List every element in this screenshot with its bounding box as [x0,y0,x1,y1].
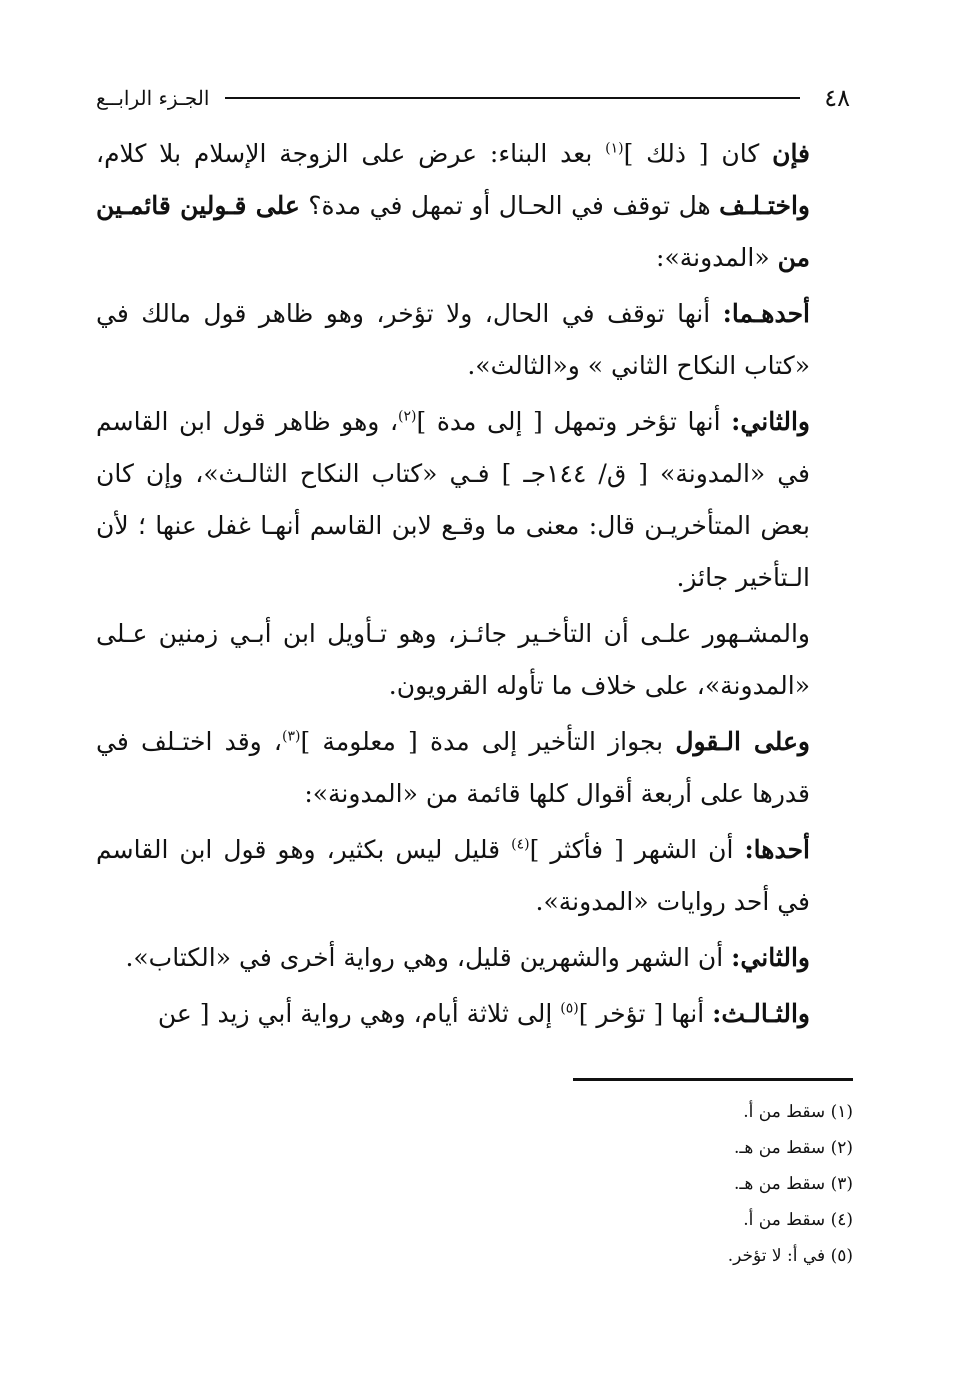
paragraph [96,608,810,712]
page-number: ٤٨ [824,84,850,112]
paragraph-bold-text: واختـلـف [719,191,810,220]
paragraph-text: بعد البناء: عرض على الزوجة الإسلام بلا كلام، [96,139,606,168]
paragraph-text: أن الشهر [ فأكثر ] [529,835,745,864]
paragraph-text: بجواز التأخير إلى مدة [ معلومة ] [300,727,676,756]
paragraph-text: أنها [ تؤخر ] [578,999,713,1028]
paragraph-lead: والثـالـث: [712,999,810,1028]
footnote-separator [573,1078,853,1081]
main-text [96,128,810,1044]
footnote: (٥) في أ: لا تؤخر. [727,1246,853,1266]
paragraph-text: قليل ليس بكثير، وهو قول ابن القاسم في أحد روايات «المدونة». [96,835,810,916]
footnote-ref: (٣) [282,728,301,745]
paragraph [96,716,810,820]
paragraph-text: ، وقد اختـلف في قدرها على أربعة أقوال كلها قائمة من «المدونة»: [96,727,810,808]
paragraph-text: إلى ثلاثة أيام، وهي رواية أبي زيد [ عن [157,999,561,1028]
paragraph [96,288,810,392]
footnote: (٢) سقط من هـ. [733,1138,853,1158]
footnote-ref: (٤) [511,836,530,853]
footnote-ref: (١) [605,140,624,157]
paragraph-lead: أحدهـما: [722,299,810,328]
footnote: (٣) سقط من هـ. [733,1174,853,1194]
paragraph-bold-text: على قـولين قائمـين من [96,191,810,272]
paragraph-text: ، وهو ظاهر قول ابن القاسم في «المدونة» [ ق/ ١٤٤جـ ] فـي «كتاب النكاح الثالـث»، وإن كان بعض المتأخريـن قال: معنى ما وقـع لابن القاسم أنهـا غفل عنها ؛ لأن الـتأخير جائز. [96,407,810,592]
footnote-ref: (٢) [398,408,417,425]
paragraph-lead: والثاني: [731,943,810,972]
paragraph [96,128,810,284]
paragraph-lead: أحدها: [744,835,810,864]
paragraph-text: كان [ ذلك ] [623,139,773,168]
footnote-ref: (٥) [560,1000,579,1017]
paragraph [96,396,810,604]
page-header [96,78,850,118]
paragraph [96,824,810,928]
paragraph-lead: فإن [772,139,811,168]
paragraph-text: أنها تؤخر وتمهل [ إلى مدة ] [416,407,732,436]
paragraph-lead: والثاني: [731,407,810,436]
running-title: الجـزء الرابــع [96,86,210,110]
footnote: (١) سقط من أ. [743,1102,853,1122]
paragraph [96,932,810,984]
paragraph-text: والمشـهور علـى أن التأخـير جائـز، وهو تـأويل ابن أبـي زمنين عـلى «المدونة»، على خلاف ما تأوله القرويون. [96,619,810,700]
footnotes [353,1094,853,1274]
paragraph [96,988,810,1040]
paragraph-lead: وعلى الـقول [675,727,810,756]
paragraph-text: أن الشهر والشهرين قليل، وهي رواية أخرى في «الكتاب». [125,943,732,972]
paragraph-text: أنها توقف في الحال، ولا تؤخر، وهو ظاهر قول مالك في «كتاب النكاح الثاني » و«الثالث». [96,299,810,380]
header-rule [225,97,800,99]
footnote: (٤) سقط من أ. [743,1210,853,1230]
paragraph-text: هل توقف في الحـال أو تمهل في مدة؟ [299,191,720,220]
paragraph-text: «المدونة»: [656,243,778,272]
